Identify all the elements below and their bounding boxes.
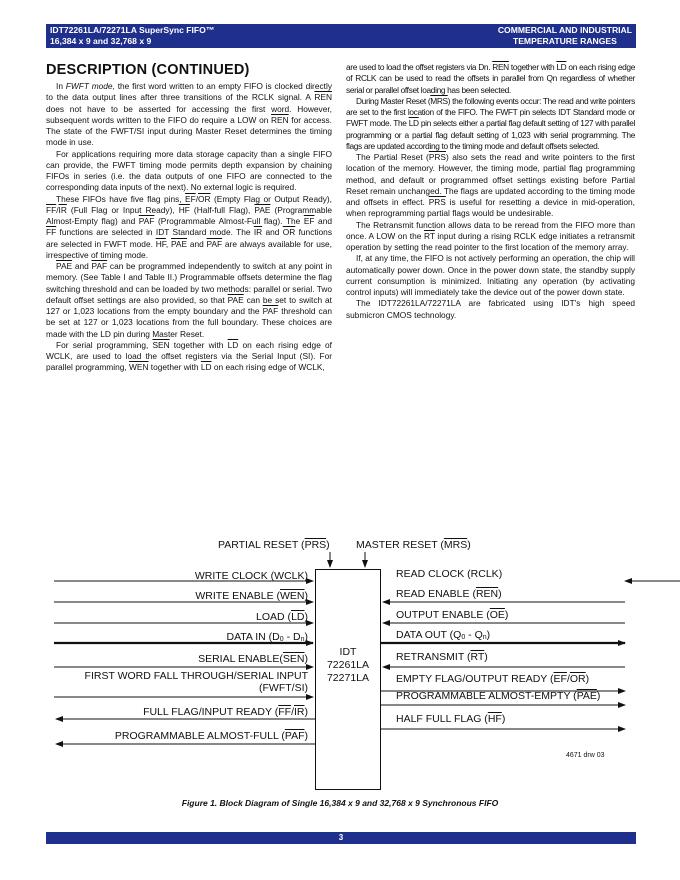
full-flag-label: FULL FLAG/INPUT READY $(\overline{FF}/\overline{IR})$ [143, 706, 308, 718]
header-range [498, 25, 632, 47]
prog-almost-full-label: PROGRAMMABLE ALMOST-FULL $(\overline{PAF})$ [114, 730, 308, 742]
figure-caption: Figure 1. Block Diagram of Single 16,384 x 9 and 32,768 x 9 Synchronous FIFO [181, 798, 499, 808]
header-title [50, 25, 214, 47]
empty-flag-label: EMPTY FLAG/OUTPUT READY $(\overline{EF}/\overline{OR})$ [396, 673, 590, 685]
fwft-label: FIRST WORD FALL THROUGH/SERIAL INPUT (FWFT/SI) [84, 670, 308, 694]
prog-almost-empty-label: PROGRAMMABLE ALMOST-EMPTY $(\overline{PAE})$ [396, 690, 601, 702]
header-range-line1: COMMERCIAL AND INDUSTRIAL [497, 25, 632, 35]
half-full-label: HALF FULL FLAG $(\overline{HF})$ [396, 713, 506, 725]
data-in-label: DATA IN $(D_0 - D_n)$ [226, 631, 308, 643]
serial-enable-label: SERIAL $ENABLE(\overline{SEN})$ [198, 653, 308, 665]
header-title-line2: 16,384 x 9 and 32,768 x 9 [50, 36, 152, 46]
drawing-number: 4671 drw 03 [566, 752, 605, 759]
read-clock-label: READ CLOCK (RCLK) [396, 568, 503, 580]
header-range-line2: TEMPERATURE RANGES [512, 36, 617, 46]
write-clock-label: WRITE CLOCK (WCLK) [194, 570, 308, 582]
left-column-text: In FWFT mode, the first word written to an empty FIFO is clocked directly to the data output lines after three transitions of the RCLK signal. A $\overline{REN}$ does not have to be asserted for accessing the first word. However, subsequent words written to the FIFO do require a LOW on $\overline{REN}$ for access. The state of the FWFT/SI input during Master Reset determines the timing mode in use. For applications requiring more data storage capacity than a single FIFO can provide, the FWFT timing mode permits depth expansion by chaining FIFOs in series (i.e. the data outputs of one FIFO are connected to the corresponding data inputs of the next). No external logic is required. These FIFOs have five flag pins, $\overline{EF}/\overline{OR}$ (Empty Flag or Output Ready), $\overline{FF}/\overline{IR}$ (Full Flag or Input Ready), $\overline{HF}$ (Half-full Flag), $\overline{PAE}$ (Programmable Almost-Empty flag) and $\overline{PAF}$ (Programmable Almost-Full flag). The $\overline{EF}$ and $\overline{FF}$ functions are selected in IDT Standard mode. The $\overline{IR}$ and $\overline{OR}$ functions are selected in FWFT mode. $\overline{HF}$, $\overline{PAE}$ and $\overline{PAF}$ are always available for use, irrespective of timing mode. $\overline{PAE}$ and $\overline{PAF}$ can be programmed independently to switch at any point in memory. (See Table I and Table II.) Programmable offsets determine the flag switching threshold and can be loaded by two methods: parallel or serial. Two default offset settings are also provided, so that $\overline{PAE}$ can be set to switch at 127 or 1,023 locations from the empty boundary and the $\overline{PAF}$ threshold can be set at 127 or 1,023 locations from the full boundary. These choices are made with the LD pin during Master Reset. For serial programming, $\overline{SEN}$ together with $\overline{LD}$ on each rising edge of WCLK, are used to load the offset registers via the Serial Input (SI). For parallel programming, $\overline{WEN}$ together with $\overline{LD}$ on each rising edge of WCLK, [46, 81, 333, 373]
block-diagram [0, 530, 680, 790]
load-label: LOAD $(\overline{LD})$ [256, 611, 308, 623]
read-enable-label: READ ENABLE $(\overline{REN})$ [396, 588, 502, 600]
fifo-chip-block [315, 569, 381, 790]
chip-label: IDT 72261LA 72271LA [326, 646, 370, 684]
footer-bar [46, 832, 636, 844]
master-reset-label: MASTER RESET $(\overline{MRS})$ [356, 539, 471, 551]
right-column-text: are used to load the offset registers via Dn. $\overline{REN}$ together with $\overline{LD}$ on each rising edge of RCLK can be used to read the offsets in parallel from Qn regardless of whether serial or parallel offset loading has been selected. During Master Reset $(\overline{MRS})$ the following events occur: The read and write pointers are set to the first location of the FIFO. The FWFT pin selects IDT Standard mode or FWFT mode. The $\overline{LD}$ pin selects either a partial flag default setting of 127 with parallel programming or a partial flag default setting of 1,023 with serial programming. The flags are updated according to the timing mode and default offsets selected. The Partial Reset $(\overline{PRS})$ also sets the read and write pointers to the first location of the memory. However, the timing mode, partial flag programming method, and default or programmed offset settings existing before Partial Reset remain unchanged. The flags are updated according to the timing mode and offsets in effect. $\overline{PRS}$ is useful for resetting a device in mid-operation, when reprogramming partial flags would be undesirable. The Retransmit function allows data to be reread from the FIFO more than once. A LOW on the $\overline{RT}$ input during a rising RCLK edge initiates a retransmit operation by setting the read pointer to the first location of the memory array. If, at any time, the FIFO is not actively performing an operation, the chip will automatically power down. Once in the power down state, the standby supply current consumption is minimized. Initiating any operation (by activating control inputs) will immediately take the device out of the power down state. The IDT72261LA/72271LA are fabricated using IDT's high speed submicron CMOS technology. [346, 62, 636, 320]
header-bar [46, 24, 636, 48]
write-enable-label: WRITE ENABLE $(\overline{WEN})$ [195, 590, 308, 602]
output-enable-label: OUTPUT ENABLE $(\overline{OE})$ [396, 609, 509, 621]
header-title-line1: IDT72261LA/72271LA SuperSync FIFO™ [50, 25, 215, 35]
retransmit-label: RETRANSMIT $(\overline{RT})$ [396, 651, 488, 663]
section-heading: DESCRIPTION (CONTINUED) [46, 62, 250, 78]
partial-reset-label: PARTIAL RESET $(\overline{PRS})$ [218, 539, 330, 551]
data-out-label: DATA OUT $(Q_0 - Q_n)$ [396, 629, 491, 641]
page-number: 3 [338, 833, 344, 842]
